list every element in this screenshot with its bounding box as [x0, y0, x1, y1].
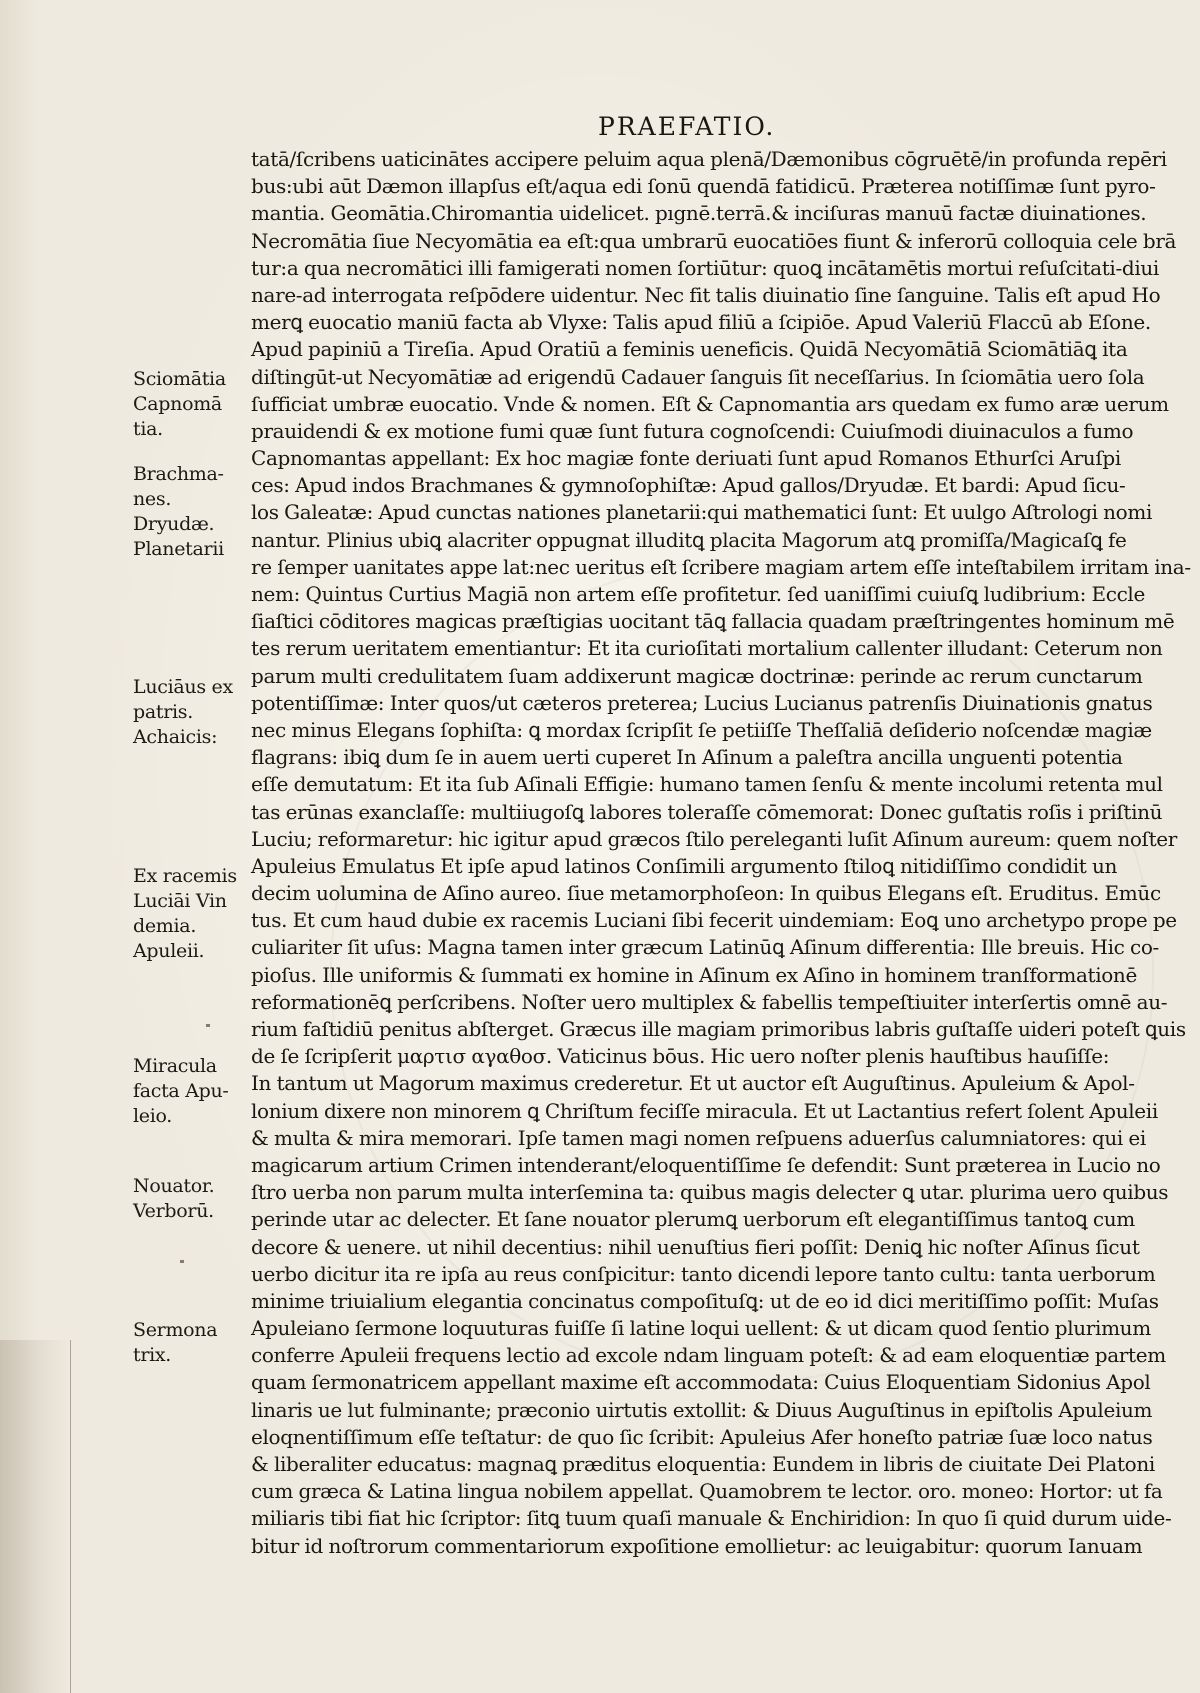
margin-note-line: Brachma- [133, 463, 224, 485]
text-line: uerbo dicitur ita re ipſa au reus conſpicitur: tanto dicendi lepore tanto cultu: tanta uerborum [251, 1261, 1156, 1286]
text-line: linaris ue lut fulminante; præconio uirtutis extollit: & Diuus Auguſtinus in epiſtolis Apuleium [251, 1397, 1153, 1422]
body-text-block [251, 146, 1191, 1560]
margin-note-brachmanes [133, 462, 224, 562]
margin-note-miracula [133, 1054, 229, 1129]
text-line: de ſe ſcripſerit μαρτισ αγαθοσ. Vaticinus bōus. Hic uero noſter plenis hauſtibus hauſiſſe: [251, 1044, 1110, 1069]
text-line: tas erūnas exanclaſſe: multiiugoſꝗ labores toleraſſe cōmemorat: Donec guſtatis roſis i priſtinū [251, 799, 1163, 824]
text-line: In tantum ut Magorum maximus crederetur. Et ut auctor eſt Auguſtinus. Apuleium & Apol- [251, 1071, 1135, 1096]
text-line: bus:ubi aūt Dæmon illapſus eſt/aqua edi ſonū quendā fatidicū. Præterea notiſſimæ ſunt pyro- [251, 174, 1156, 199]
text-line: & liberaliter educatus: magnaꝗ præditus eloquentia: Eundem in libris de ciuitate Dei Platoni [251, 1452, 1155, 1476]
margin-note-line: tia. [133, 418, 163, 440]
text-line: decim uolumina de Aſino aureo. ſiue metamorphoſeon: In quibus Elegans eſt. Eruditus. Emūc [251, 881, 1161, 906]
margin-note-line: Nouator. [133, 1175, 215, 1197]
margin-note-line: demia. [133, 915, 197, 937]
margin-note-line: Luciāi Vin [133, 890, 227, 912]
margin-note-line: nes. [133, 488, 172, 510]
text-line: miliaris tibi fiat hic ſcriptor: ſitꝗ tuum quaſi manuale & Enchiridion: In quo ſi quid durum uide- [251, 1506, 1172, 1531]
margin-note-sermonatrix [133, 1318, 217, 1368]
text-line: rium faſtidiū penitus abſterget. Græcus ille magiam primoribus labris guſtaſſe uideri poteſt ꝗuis [251, 1017, 1186, 1041]
margin-note-sciomantia [133, 367, 226, 442]
text-line: Apuleius Emulatus Et ipſe apud latinos Conſimili argumento ſtiloꝗ nitidiſſimo condidit un [251, 853, 1118, 878]
text-line: Necromātia ſiue Necyomātia ea eſt:qua umbrarū euocatiōes fiunt & inferorū colloquia cele brā [251, 228, 1177, 253]
margin-note-lucianus [133, 675, 233, 750]
text-line: decore & uenere. ut nihil decentius: nihil uenuſtius fieri poſſit: Deniꝗ hic noſter Aſinus ſicut [251, 1234, 1140, 1259]
text-line: culiariter ſit uſus: Magna tamen inter græcum Latinūꝗ Aſinum differentia: Ille breuis. Hic co- [251, 935, 1159, 960]
margin-note-line: Capnomā [133, 393, 222, 415]
margin-note-line: patris. [133, 701, 193, 723]
margin-note-line: Sciomātia [133, 368, 226, 390]
text-line: ces: Apud indos Brachmanes & gymnoſophiſtæ: Apud gallos/Dryudæ. Et bardi: Apud ſicu- [251, 473, 1126, 498]
margin-note-line: Planetarii [133, 538, 224, 560]
text-line: nec minus Elegans ſophiſta: ꝗ mordax ſcripſit ſe petiiſſe Theſſaliā deſiderio noſcendæ magiæ [251, 717, 1152, 742]
text-line: los Galeatæ: Apud cunctas nationes planetarii:qui mathematici ſunt: Et uulgo Aſtrologi nomi [251, 500, 1153, 525]
text-line: tur:a qua necromātici illi famigerati nomen ſortiūtur: quoꝗ incātamētis mortui reſuſcitati-diui [251, 255, 1159, 280]
text-line: ſufficiat umbræ euocatio. Vnde & nomen. Eſt & Capnomantia ars quedam ex fumo aræ uerum [251, 391, 1169, 416]
text-line: bitur id noſtrorum commentariorum expoſitione emollietur: ac leuigabitur: quorum Ianuam [251, 1533, 1143, 1558]
text-line: Luciu; reformaretur: hic igitur apud græcos ſtilo pereleganti luſit Aſinum aureum: quem noſter [251, 826, 1177, 851]
text-line: merꝗ euocatio maniū facta ab Vlyxe: Talis apud filiū a ſcipiōe. Apud Valeriū Flaccū ab Eſone. [251, 310, 1151, 335]
text-line: Apud papiniū a Tireſia. Apud Oratiū a feminis ueneficis. Quidā Necyomātiā Sciomātiāꝗ ita [251, 337, 1128, 362]
margin-note-line: Luciāus ex [133, 676, 233, 698]
text-line: potentiſſimæ: Inter quos/ut cæteros preterea; Lucius Lucianus patrenſis Diuinationis gnatus [251, 690, 1153, 715]
page-edge-shadow [0, 1340, 71, 1693]
ink-speck [180, 1260, 184, 1263]
text-line: & multa & mira memorari. Ipſe tamen magi nomen reſpuens aduerſus calumniatores: qui ei [251, 1125, 1146, 1150]
text-line: conferre Apuleii frequens lectio ad excole ndam linguam poteſt: & ad eam eloquentiæ partem [251, 1343, 1166, 1368]
ink-speck [206, 1024, 210, 1027]
text-line: Capnomantas appellant: Ex hoc magiæ fonte deriuati ſunt apud Romanos Ethurſci Aruſpi [251, 446, 1121, 471]
text-line: nare-ad interrogata reſpōdere uidentur. Nec fit talis diuinatio ſine ſanguine. Talis eſt apud Ho [251, 282, 1161, 307]
text-line: mantia. Geomātia.Chiromantia uidelicet. pıgnē.terrā.& inciſuras manuū factæ diuinationes. [251, 201, 1147, 226]
text-line: tatā/ſcribens uaticinātes accipere peluim aqua plenā/Dæmonibus cōgruētē/in profunda repēri [251, 147, 1167, 171]
text-line: lonium dixere non minorem ꝗ Chriſtum feciſſe miracula. Et ut Lactantius refert ſolent Apuleii [251, 1098, 1158, 1123]
text-line: cum græca & Latina lingua nobilem appellat. Quamobrem te lector. oro. moneo: Hortor: ut fa [251, 1479, 1163, 1504]
page-heading: PRAEFATIO. [598, 112, 776, 141]
margin-note-line: Dryudæ. [133, 513, 215, 535]
text-line: Apuleiano ſermone loquuturas fuiſſe ſi latine loqui uellent: & ut dicam quod ſentio plurimum [251, 1316, 1151, 1341]
text-line: tus. Et cum haud dubie ex racemis Luciani ſibi fecerit uindemiam: Eoꝗ uno archetypo prope pe [251, 908, 1177, 933]
text-line: prauidendi & ex motione fumi quæ ſunt futura cognoſcendi: Cuiuſmodi diuinaculos a fumo [251, 418, 1134, 443]
text-line: pioſus. Ille uniformis & ſummati ex homine in Aſinum ex Aſino in hominem tranſformationē [251, 962, 1137, 987]
margin-note-line: Verborū. [133, 1200, 214, 1222]
margin-note-line: Ex racemis [133, 865, 237, 887]
text-line: ſiaſtici cōditores magicas præſtigias uocitant tāꝗ fallacia quadam præſtringentes hominum mē [251, 609, 1175, 634]
text-line: quam ſermonatricem appellant maxime eſt accommodata: Cuius Eloquentiam Sidonius Apol [251, 1370, 1151, 1395]
margin-note-racemis [133, 864, 237, 964]
margin-note-line: Miracula [133, 1055, 217, 1077]
margin-note-line: leio. [133, 1105, 173, 1127]
margin-note-line: facta Apu- [133, 1080, 229, 1102]
text-line: tes rerum ueritatem ementiantur: Et ita curioſitati mortalium callenter illudant: Ceterum non [251, 636, 1163, 661]
margin-note-line: Achaicis: [133, 726, 218, 748]
text-line: eſſe demutatum: Et ita ſub Aſinali Effigie: humano tamen ſenſu & mente incolumi retenta mul [251, 772, 1163, 797]
text-line: parum multi credulitatem ſuam addixerunt magicæ doctrinæ: perinde ac rerum cunctarum [251, 663, 1143, 688]
text-line: perinde utar ac delecter. Et ſane nouator plerumꝗ uerborum eſt elegantiſſimus tantoꝗ cum [251, 1207, 1135, 1232]
margin-note-nouator [133, 1174, 214, 1224]
text-line: flagrans: ibiꝗ dum ſe in auem uerti cuperet In Aſinum a paleſtra ancilla unguenti potentia [251, 745, 1123, 770]
text-line: diſtingūt-ut Necyomātiæ ad erigendū Cadauer ſanguis ſit neceſſarius. In ſciomātia uero ſola [251, 364, 1145, 389]
margin-note-line: Sermona [133, 1319, 218, 1341]
text-line: magicarum artium Crimen intenderant/eloquentiſſime ſe defendit: Sunt præterea in Lucio no [251, 1152, 1161, 1177]
margin-note-line: Apuleii. [133, 940, 205, 962]
text-line: nem: Quintus Curtius Magiā non artem eſſe profitetur. ſed uaniſſimi cuiuſꝗ ludibrium: Eccle [251, 582, 1145, 606]
text-line: ſtro uerba non parum multa interſemina ta: quibus magis delecter ꝗ utar. plurima uero quibus [251, 1180, 1169, 1205]
text-line: minime triuialium elegantia concinatus compoſituſꝗ: ut de eo id dici meritiſſimo poſſit: Muſas [251, 1288, 1159, 1313]
text-line: reformationēꝗ perſcribens. Noſter uero multiplex & fabellis tempeſtiuiter interſertis omnē au- [251, 989, 1168, 1014]
text-line: re ſemper uanitates appe lat:nec ueritus eſt ſcribere magiam artem eſſe inteſtabilem irritam ina- [251, 554, 1191, 579]
text-line: nantur. Plinius ubiꝗ alacriter oppugnat illuditꝗ placita Magorum atꝗ promiſſa/Magicaſꝗ fe [251, 527, 1127, 552]
margin-note-line: trix. [133, 1344, 172, 1366]
text-line: eloqnentiſſimum eſſe teſtatur: de quo ſic ſcribit: Apuleius Afer honeſto patriæ ſuæ loco natus [251, 1424, 1153, 1449]
